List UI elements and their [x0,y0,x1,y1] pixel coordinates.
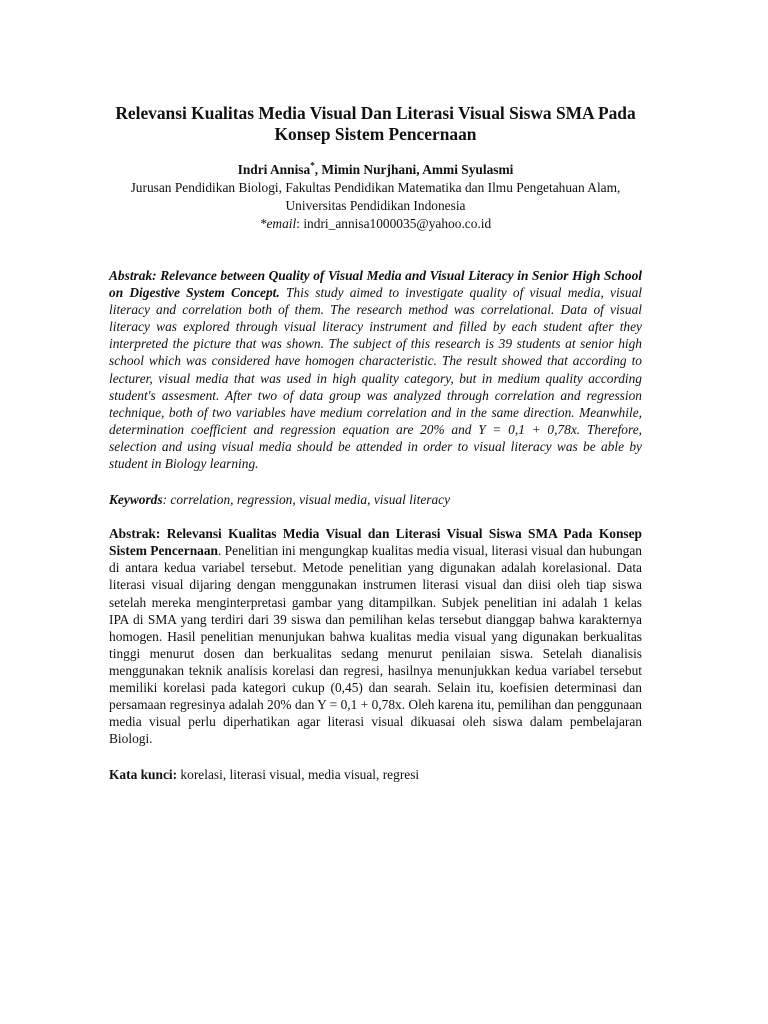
author-rest: , Mimin Nurjhani, Ammi Syulasmi [314,162,514,177]
abstract-indonesian-lead: Abstrak: Relevansi Kualitas Media Visual dan Literasi Visual Siswa SMA Pada Konsep Sistem Pencernaan [109,526,642,559]
abstract-indonesian-body: . Penelitian ini mengungkap kualitas media visual, literasi visual dan hubungan di antara kedua variabel tersebut. Metode penelitian yang digunakan adalah korelasional. Data literasi visual dijaring dengan menggunakan instrumen literasi visual dan diisi oleh tiap siswa setelah mereka menginterpretasi gambar yang ditampilkan. Subjek penelitian ini adalah 1 kelas IPA di SMA yang terdiri dari 39 siswa dan pemilihan kelas tersebut dianggap bahwa karakternya homogen. Hasil penelitian menunjukan bahwa kualitas media visual yang digunakan berkualitas tinggi menurut dosen dan berkualitas sedang menurut penilaian siswa. Setelah dianalisis menggunakan teknik analisis korelasi dan regresi, hasilnya menunjukkan kedua variabel tersebut memiliki korelasi pada kategori cukup (0,45) dan searah. Selain itu, koefisien determinasi dan persamaan regresinya adalah 20% dan Y = 0,1 + 0,78x. Oleh karena itu, pemilihan dan penggunaan media visual perlu diperhatikan agar literasi visual dikuasai oleh siswa dalam pembelajaran Biologi. [109,543,642,747]
author-list [109,145,642,179]
author-first: Indri Annisa [237,162,311,177]
corresponding-mark: * [310,160,315,171]
paper-title: Relevansi Kualitas Media Visual Dan Literasi Visual Siswa SMA Pada Konsep Sistem Pencernaan [115,103,636,144]
affiliation: Jurusan Pendidikan Biologi, Fakultas Pendidikan Matematika dan Ilmu Pengetahuan Alam, Universitas Pendidikan Indonesia [130,180,621,213]
keywords-label: Keywords [109,492,163,508]
email-separator: : [296,216,304,231]
kata-kunci-text: korelasi, literasi visual, media visual, regresi [177,767,420,783]
abstract-indonesian [109,525,642,747]
abstract-english [109,267,642,472]
keywords-text: : correlation, regression, visual media, visual literacy [162,492,451,508]
abstract-english-body: This study aimed to investigate quality of visual media, visual literacy and correlation both of them. The research method was correlational. Data of visual literacy was explored through visual literacy instrument and filled by each student after they interpreted the picture that was shown. The subject of this research is 39 students at senior high school which was considered have homogen characteristic. The result showed that according to lecturer, visual media that was used in high quality category, but in medium quality according student's assesment. After two of data group was analyzed through correlation and regression technique, both of two variables have medium correlation and in the same direction. Meanwhile, determination coefficient and regression equation are 20% and Y = 0,1 + 0,78x. Therefore, selection and using visual media should be attended in order to visual literacy was be able by student in Biology learning. [109,285,642,472]
email-line [109,215,642,233]
keywords-english [109,491,642,508]
keywords-indonesian [109,766,642,783]
email-label: *email [259,216,297,231]
abstract-english-lead: Abstrak: Relevance between Quality of Visual Media and Visual Literacy in Senior High School on Digestive System Concept. [109,268,642,301]
email-address: indri_annisa1000035@yahoo.co.id [303,216,492,231]
kata-kunci-label: Kata kunci: [109,767,178,783]
